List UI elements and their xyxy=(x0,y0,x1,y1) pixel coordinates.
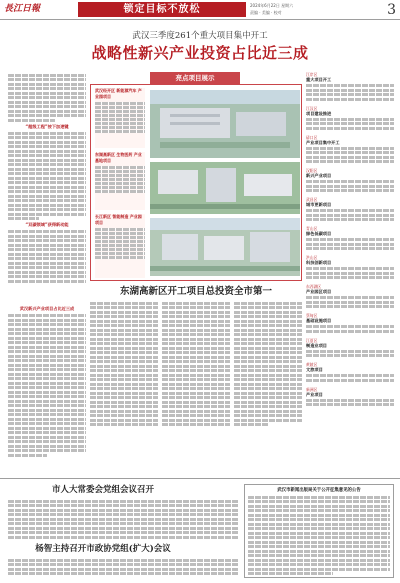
issue-date: 2024年6月22日 星期六 xyxy=(250,3,294,8)
project-description xyxy=(95,228,145,259)
lead-subhead-2: “双碳领域”获得新动能 xyxy=(25,222,69,227)
district-name: 东西湖区 xyxy=(306,284,322,289)
lead-paragraph-1 xyxy=(8,74,86,122)
project-description xyxy=(95,102,145,133)
section-divider xyxy=(0,478,400,479)
district-name: 新洲区 xyxy=(306,386,318,392)
project-card xyxy=(95,88,145,148)
district-news-item xyxy=(306,255,394,279)
district-headline: 文旅项目 xyxy=(306,367,323,372)
project-title: 东湖高新区 生物医药 产业基地项目 xyxy=(95,152,142,163)
public-notice-box xyxy=(244,484,394,578)
notice-title: 武汉市新闻出版局关于公开征集意见的公告 xyxy=(277,488,361,493)
district-name: 武昌区 xyxy=(306,197,318,202)
district-headline: 科技创新项目 xyxy=(306,260,332,265)
district-headline: 新兴产业项目 xyxy=(306,173,332,178)
project-card xyxy=(95,152,145,210)
district-news-item xyxy=(306,362,394,382)
aerial-photo-industrial-park xyxy=(150,218,300,276)
east-lake-article xyxy=(90,300,302,450)
district-news-item xyxy=(306,226,394,250)
article-column xyxy=(90,300,158,450)
district-news-item xyxy=(306,72,394,101)
district-news-item xyxy=(306,135,394,164)
newspaper-logo: 長江日報 xyxy=(4,4,41,14)
district-news-item xyxy=(306,338,394,358)
district-headline: 城市更新项目 xyxy=(306,202,332,207)
district-headline: 制造业项目 xyxy=(306,342,327,348)
page-number: 3 xyxy=(387,2,396,18)
district-news-item xyxy=(306,313,394,333)
project-card xyxy=(95,214,145,278)
article-body xyxy=(8,498,238,540)
lead-article-continued xyxy=(8,304,86,474)
project-description xyxy=(95,166,145,193)
district-news-item xyxy=(306,168,394,192)
photo-caption xyxy=(150,276,300,280)
aerial-photo-campus xyxy=(150,162,300,214)
east-lake-headline: 东湖高新区开工项目总投资全市第一 xyxy=(119,286,272,297)
aerial-photo-factory xyxy=(150,90,300,158)
district-news-column xyxy=(306,72,394,472)
lead-article xyxy=(8,72,86,302)
district-name: 江汉区 xyxy=(306,105,318,111)
district-name: 硚口区 xyxy=(306,134,318,140)
article-column xyxy=(234,300,302,450)
notice-body xyxy=(248,496,390,576)
article-headline: 杨智主持召开市政协党组(扩大)会议 xyxy=(35,544,171,554)
lead-subhead-1: “超级工程”按下加速键 xyxy=(25,123,69,129)
district-headline: 基础设施项目 xyxy=(306,318,332,323)
lead-paragraph-2 xyxy=(8,132,86,221)
district-name: 洪山区 xyxy=(306,255,318,260)
section-banner: 锁定目标不放松 xyxy=(78,2,246,17)
district-name: 青山区 xyxy=(306,226,318,231)
district-name: 江岸区 xyxy=(306,72,318,77)
district-headline: 重大项目开工 xyxy=(306,77,332,82)
district-name: 蔡甸区 xyxy=(306,313,318,318)
district-news-item xyxy=(306,197,394,221)
lead-paragraph-3 xyxy=(8,230,86,283)
lead-paragraph-4 xyxy=(8,314,86,457)
district-headline: 产业项目 xyxy=(306,391,323,397)
district-news-item xyxy=(306,387,394,407)
district-news-item xyxy=(306,284,394,308)
article-body xyxy=(8,557,238,579)
project-title: 武汉经开区 新能源汽车 产业园项目 xyxy=(95,88,142,99)
article-headline: 市人大常委会党组会议召开 xyxy=(51,485,154,495)
district-headline: 项目建设推进 xyxy=(306,110,332,116)
district-name: 汉阳区 xyxy=(306,168,318,173)
project-title: 长江新区 智能制造 产业园项目 xyxy=(95,214,142,225)
district-headline: 产业项目集中开工 xyxy=(306,139,340,145)
main-headline: 战略性新兴产业投资占比近三成 xyxy=(91,44,309,62)
editor-credits: 责编 · 美编 · 校对 xyxy=(250,10,282,15)
headline-kicker: 武汉三季度261个重大项目集中开工 xyxy=(132,31,268,41)
district-headline: 产业园区项目 xyxy=(306,289,332,294)
district-news-item xyxy=(306,106,394,130)
district-name: 江夏区 xyxy=(306,337,318,343)
district-name: 黄陂区 xyxy=(306,362,318,367)
lead-subhead-3: 武汉新兴产业项目占比近三成 xyxy=(19,306,75,311)
district-headline: 绿色低碳项目 xyxy=(306,231,332,236)
article-column xyxy=(162,300,230,450)
feature-tag: 亮点项目展示 xyxy=(150,72,240,84)
